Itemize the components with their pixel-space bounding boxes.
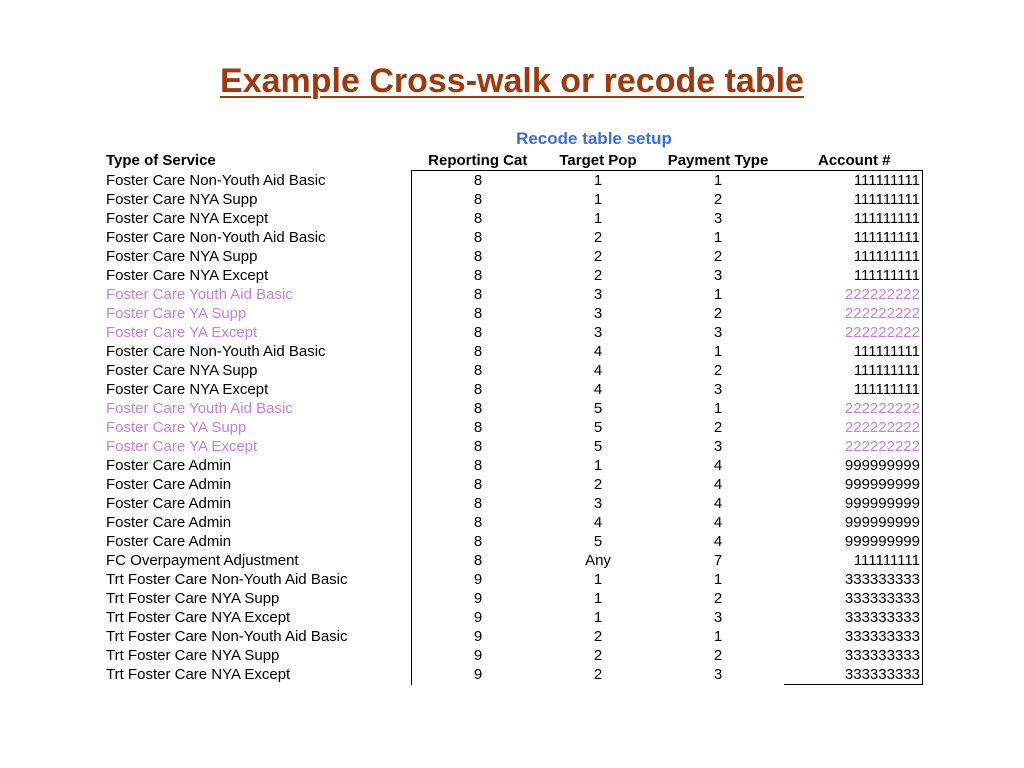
cell-type-of-service: Foster Care Youth Aid Basic <box>106 286 293 303</box>
cell-target-pop: 1 <box>593 457 603 474</box>
cell-reporting-cat: 8 <box>412 323 545 342</box>
cell-target-pop: 2 <box>593 267 603 284</box>
cell-type-of-service: Foster Care YA Except <box>106 438 258 455</box>
cell-target-pop: 1 <box>593 609 603 626</box>
cell-payment-type: 3 <box>713 381 723 398</box>
table-row <box>106 190 923 209</box>
table-row <box>106 361 923 380</box>
table-row <box>106 437 923 456</box>
cell-reporting-cat: 8 <box>412 304 545 323</box>
cell-reporting-cat: 8 <box>412 361 545 380</box>
cell-reporting-cat: 8 <box>412 513 545 532</box>
cell-target-pop: 5 <box>593 400 603 417</box>
cell-type-of-service: Foster Care Admin <box>106 495 232 512</box>
cell-type-of-service: Foster Care NYA Supp <box>106 191 258 208</box>
cell-target-pop: 5 <box>593 533 603 550</box>
cell-account-number: 111111111 <box>784 266 923 285</box>
table-row <box>106 228 923 247</box>
cell-reporting-cat: 9 <box>412 608 545 627</box>
cell-account-number: 111111111 <box>784 171 923 191</box>
table-row <box>106 304 923 323</box>
cell-target-pop: 2 <box>593 666 603 684</box>
cell-type-of-service: Trt Foster Care NYA Except <box>106 666 291 684</box>
cell-payment-type: 7 <box>713 552 723 569</box>
table-row <box>106 608 923 627</box>
table-row <box>106 475 923 494</box>
cell-target-pop: 4 <box>593 381 603 398</box>
cell-reporting-cat: 9 <box>412 665 545 685</box>
table-row <box>106 399 923 418</box>
cell-payment-type: 3 <box>713 267 723 284</box>
cell-type-of-service: Foster Care Admin <box>106 476 232 493</box>
header-payment-type: Payment Type <box>667 152 769 169</box>
cell-account-number: 222222222 <box>784 437 923 456</box>
cell-type-of-service: Foster Care Youth Aid Basic <box>106 400 293 417</box>
cell-target-pop: 1 <box>593 590 603 607</box>
cell-reporting-cat: 8 <box>412 342 545 361</box>
cell-account-number: 222222222 <box>784 304 923 323</box>
table-row <box>106 323 923 342</box>
cell-type-of-service: Foster Care NYA Except <box>106 381 269 398</box>
cell-target-pop: 4 <box>593 514 603 531</box>
cell-target-pop: 1 <box>544 171 652 191</box>
cell-target-pop: 3 <box>593 324 603 341</box>
cell-account-number: 222222222 <box>784 399 923 418</box>
cell-type-of-service: Trt Foster Care Non-Youth Aid Basic <box>106 571 348 588</box>
recode-table-container <box>106 151 923 685</box>
cell-account-number: 333333333 <box>784 608 923 627</box>
table-row <box>106 570 923 589</box>
cell-target-pop: 1 <box>593 571 603 588</box>
recode-table <box>106 151 923 685</box>
cell-payment-type: 1 <box>713 628 723 645</box>
cell-type-of-service: Foster Care YA Supp <box>106 305 247 322</box>
table-row <box>106 532 923 551</box>
cell-payment-type: 1 <box>713 286 723 303</box>
cell-account-number: 111111111 <box>784 361 923 380</box>
cell-target-pop: 2 <box>593 248 603 265</box>
cell-target-pop: 2 <box>593 628 603 645</box>
cell-type-of-service: Foster Care Non-Youth Aid Basic <box>106 171 326 189</box>
cell-reporting-cat: 8 <box>412 285 545 304</box>
cell-payment-type: 4 <box>713 457 723 474</box>
cell-target-pop: 5 <box>593 438 603 455</box>
cell-target-pop: 5 <box>593 419 603 436</box>
cell-account-number: 222222222 <box>784 418 923 437</box>
cell-reporting-cat: 8 <box>412 171 545 191</box>
cell-payment-type: 2 <box>713 647 723 664</box>
cell-payment-type: 3 <box>713 210 723 227</box>
cell-payment-type: 3 <box>713 438 723 455</box>
cell-payment-type: 1 <box>713 400 723 417</box>
cell-account-number: 111111111 <box>784 551 923 570</box>
cell-reporting-cat: 8 <box>412 247 545 266</box>
cell-account-number: 333333333 <box>784 665 923 685</box>
cell-reporting-cat: 8 <box>412 418 545 437</box>
cell-account-number: 111111111 <box>784 190 923 209</box>
cell-account-number: 999999999 <box>784 532 923 551</box>
cell-type-of-service: Foster Care NYA Except <box>106 210 269 227</box>
cell-type-of-service: Foster Care Non-Youth Aid Basic <box>106 229 326 246</box>
table-row <box>106 589 923 608</box>
cell-reporting-cat: 9 <box>412 589 545 608</box>
cell-type-of-service: Foster Care Non-Youth Aid Basic <box>106 343 326 360</box>
cell-payment-type: 2 <box>713 590 723 607</box>
cell-type-of-service: Trt Foster Care NYA Supp <box>106 590 280 607</box>
cell-target-pop: 3 <box>593 286 603 303</box>
cell-reporting-cat: 9 <box>412 646 545 665</box>
cell-payment-type: 2 <box>713 419 723 436</box>
cell-type-of-service: Foster Care NYA Except <box>106 267 269 284</box>
page-title: Example Cross-walk or recode table <box>220 62 804 100</box>
cell-reporting-cat: 8 <box>412 437 545 456</box>
cell-account-number: 999999999 <box>784 475 923 494</box>
cell-reporting-cat: 8 <box>412 532 545 551</box>
cell-type-of-service: FC Overpayment Adjustment <box>106 552 299 569</box>
cell-account-number: 111111111 <box>784 342 923 361</box>
cell-target-pop: 4 <box>593 343 603 360</box>
cell-reporting-cat: 8 <box>412 190 545 209</box>
cell-reporting-cat: 8 <box>412 380 545 399</box>
table-row <box>106 285 923 304</box>
cell-payment-type: 1 <box>652 171 784 191</box>
cell-type-of-service: Foster Care YA Except <box>106 324 258 341</box>
header-row <box>106 151 923 171</box>
cell-payment-type: 4 <box>713 495 723 512</box>
cell-account-number: 333333333 <box>784 570 923 589</box>
cell-payment-type: 2 <box>713 305 723 322</box>
header-type-of-service: Type of Service <box>106 152 216 170</box>
cell-target-pop: 2 <box>593 476 603 493</box>
cell-reporting-cat: 8 <box>412 494 545 513</box>
cell-account-number: 222222222 <box>784 285 923 304</box>
table-row <box>106 266 923 285</box>
cell-reporting-cat: 8 <box>412 475 545 494</box>
cell-type-of-service: Foster Care Admin <box>106 533 232 550</box>
cell-type-of-service: Trt Foster Care Non-Youth Aid Basic <box>106 628 348 645</box>
cell-account-number: 333333333 <box>784 627 923 646</box>
cell-payment-type: 3 <box>713 324 723 341</box>
cell-payment-type: 3 <box>713 666 723 684</box>
cell-payment-type: 4 <box>713 476 723 493</box>
cell-payment-type: 1 <box>713 343 723 360</box>
table-header <box>106 151 923 171</box>
table-row <box>106 551 923 570</box>
cell-reporting-cat: 8 <box>412 456 545 475</box>
cell-payment-type: 1 <box>713 229 723 246</box>
table-row <box>106 247 923 266</box>
cell-payment-type: 2 <box>713 191 723 208</box>
cell-target-pop: 4 <box>593 362 603 379</box>
cell-account-number: 333333333 <box>784 589 923 608</box>
table-row <box>106 494 923 513</box>
cell-target-pop: 2 <box>593 647 603 664</box>
table-row <box>106 380 923 399</box>
cell-type-of-service: Trt Foster Care NYA Supp <box>106 647 280 664</box>
cell-reporting-cat: 9 <box>412 570 545 589</box>
table-subtitle: Recode table setup <box>516 129 672 148</box>
header-target-pop: Target Pop <box>559 152 637 169</box>
cell-type-of-service: Foster Care Admin <box>106 457 232 474</box>
cell-payment-type: 1 <box>713 571 723 588</box>
cell-account-number: 111111111 <box>784 380 923 399</box>
header-account-number: Account # <box>818 152 891 169</box>
cell-target-pop: 3 <box>593 305 603 322</box>
cell-account-number: 111111111 <box>784 228 923 247</box>
cell-account-number: 222222222 <box>784 323 923 342</box>
cell-target-pop: 2 <box>593 229 603 246</box>
cell-reporting-cat: 8 <box>412 266 545 285</box>
cell-payment-type: 2 <box>713 362 723 379</box>
cell-payment-type: 3 <box>713 609 723 626</box>
cell-payment-type: 2 <box>713 248 723 265</box>
table-row <box>106 418 923 437</box>
cell-account-number: 999999999 <box>784 456 923 475</box>
cell-target-pop: 1 <box>593 210 603 227</box>
cell-type-of-service: Foster Care Admin <box>106 514 232 531</box>
cell-reporting-cat: 8 <box>412 399 545 418</box>
cell-payment-type: 4 <box>713 514 723 531</box>
cell-account-number: 333333333 <box>784 646 923 665</box>
cell-reporting-cat: 9 <box>412 627 545 646</box>
cell-account-number: 999999999 <box>784 513 923 532</box>
cell-target-pop: 1 <box>593 191 603 208</box>
table-row <box>106 456 923 475</box>
cell-target-pop: 3 <box>593 495 603 512</box>
cell-type-of-service: Foster Care NYA Supp <box>106 248 258 265</box>
table-row <box>106 342 923 361</box>
table-row <box>106 513 923 532</box>
cell-reporting-cat: 8 <box>412 209 545 228</box>
cell-reporting-cat: 8 <box>412 228 545 247</box>
cell-reporting-cat: 8 <box>412 551 545 570</box>
table-row <box>106 627 923 646</box>
cell-type-of-service: Trt Foster Care NYA Except <box>106 609 291 626</box>
cell-type-of-service: Foster Care YA Supp <box>106 419 247 436</box>
cell-account-number: 999999999 <box>784 494 923 513</box>
cell-account-number: 111111111 <box>784 209 923 228</box>
cell-payment-type: 4 <box>713 533 723 550</box>
header-reporting-cat: Reporting Cat <box>428 152 528 169</box>
cell-type-of-service: Foster Care NYA Supp <box>106 362 258 379</box>
table-row <box>106 646 923 665</box>
table-row <box>106 209 923 228</box>
table-body <box>106 171 923 685</box>
cell-target-pop: Any <box>585 552 611 569</box>
table-row <box>106 171 923 191</box>
table-row <box>106 665 923 685</box>
cell-account-number: 111111111 <box>784 247 923 266</box>
